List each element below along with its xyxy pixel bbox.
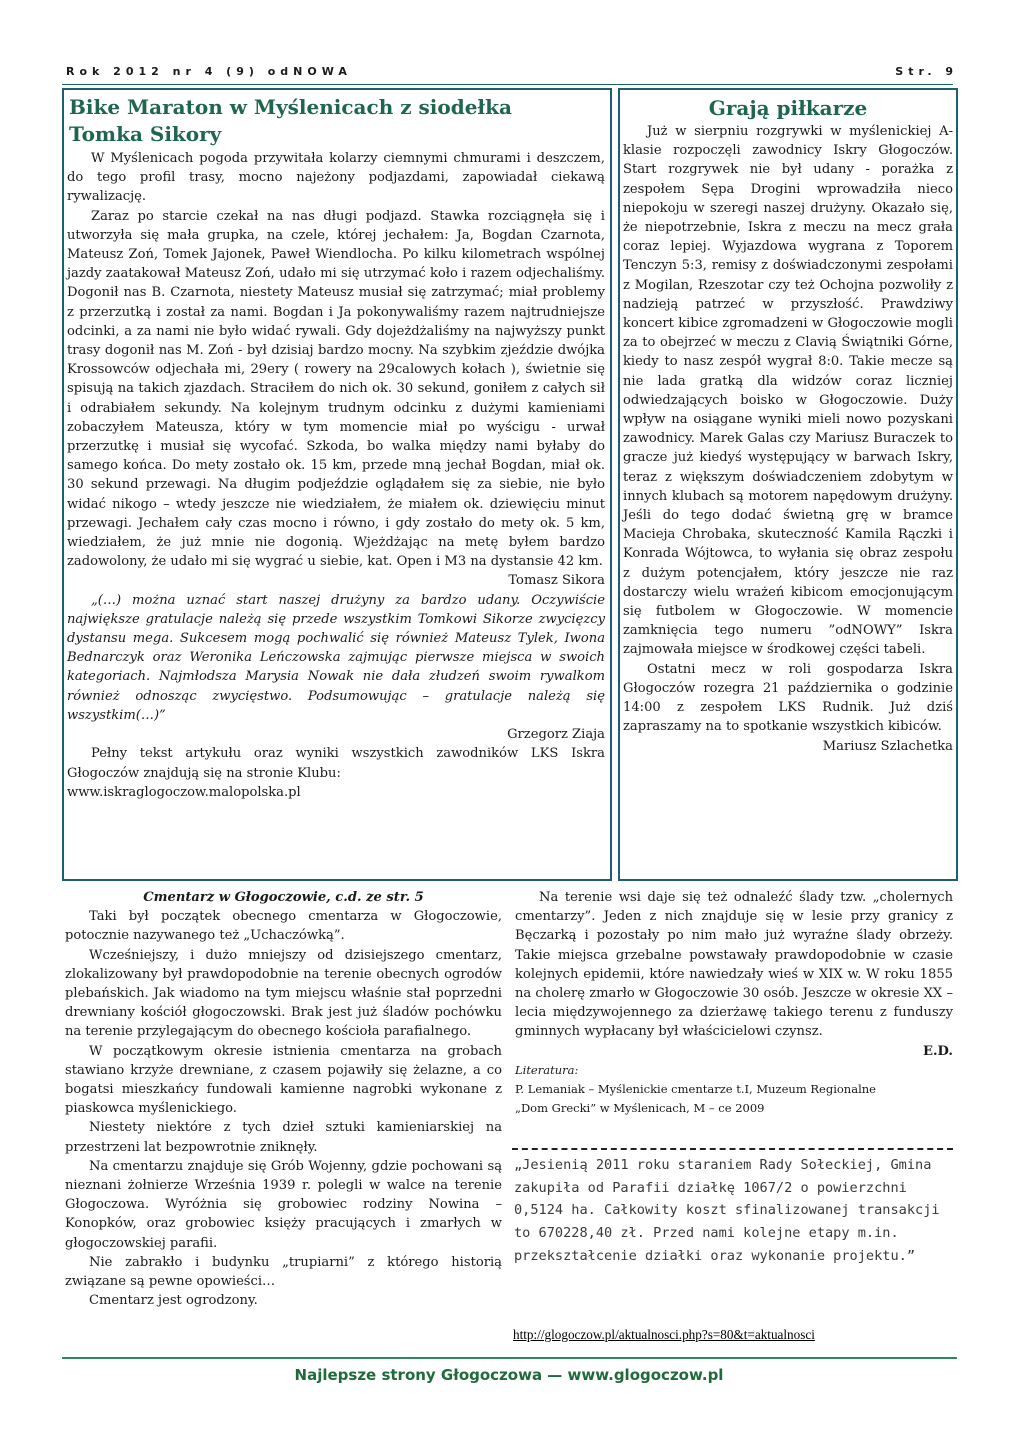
football-paragraph: Już w sierpniu rozgrywki w myślenickiej A-klasie rozpoczęli zawodnicy Iskry Głogoczów. Start rozgrywek nie był udany - porażka z zespołem Sępa Drogini wprowadziła nieco niepokoju w szeregi naszej drużyny. Okazało się, że niepotrzebnie, Iskra z meczu na mecz grała coraz lepiej. Wyjazdowa wygrana z Toporem Tenczyn 5:3, remisy z doświadczonymi zespołami z Mogilan, Rzeszotar czy też Ochojna pozwoliły z nadzieją patrzeć w przyszłość. Prawdziwy koncert kibice zgromadzeni w Głogoczowie mogli za to obejrzeć w meczu z Clavią Świątniki Górne, kiedy to nasz zespół wygrał 8:0. Takie mecze są nie lada gratką dla widzów coraz liczniej odwiedzających boisko w Głogoczowie. Duży wpływ na osiągane wyniki mieli nowo pozyskani zawodnicy. Marek Galas czy Mariusz Buraczek to gracze już kiedyś występujący w barwach Iskry, teraz z większym doświadczeniem zdobytym w innych klubach są motorem napędowym drużyny. Jeśli do tego dodać świetną grę w bramce Macieja Chrobaka, skuteczność Kamila Rączki i Konrada Wójtowca, to wyłania się obraz zespołu z dużym potencjałem, który jeszcze nie raz dostarczy wielu wrażeń kibicom emocjonującym się futbolem w Głogoczowie. W momencie zamknięcia tego numeru ”odNOWY” Iskra zajmowała miejsce w środkowej części tabeli. [623,124,953,658]
cemetery-signature: E.D. [923,1043,953,1059]
football-article-body [623,122,953,756]
cemetery-paragraph: Taki był początek obecnego cmentarza w Głogoczowie, potocznie nazywanego też „Uchaczówką”. [65,909,502,944]
bike-paragraph: Pełny tekst artykułu oraz wyniki wszystkich zawodników LKS Iskra Głogoczów znajdują się na stronie Klubu: [67,746,605,781]
bike-title-line1: Bike Maraton w Myślenicach z siodełka [69,95,512,119]
literature-label: Literatura: [515,1062,579,1077]
cemetery-paragraph: Niestety niektóre z tych dzieł sztuki kamieniarskiej na przestrzeni lat bezpowrotnie zniknęły. [65,1120,502,1155]
running-header-left: Rok 2012 nr 4 (9) odNOWA [66,65,352,78]
cemetery-heading: Cmentarz w Głogoczowie, c.d. ze str. 5 [143,890,424,905]
header-rule [62,84,953,85]
quote-author-signature: Grzegorz Ziaja [507,727,605,743]
football-author-signature: Mariusz Szlachetka [822,738,953,754]
bike-paragraph: Zaraz po starcie czekał na nas długi podjazd. Stawka rozciągnęła się i utworzyła się mała grupka, na czele, której jechałem: Ja, Bogdan Czarnota, Mateusz Zoń, Tomek Jajonek, Paweł Wiendlocha. Po kilku kilometrach wspólnej jazdy zaatakował Mateusz Zoń, udało mi się utrzymać koło i razem odjechaliśmy. Dogonił nas B. Czarnota, niestety Mateusz musiał się zatrzymać; miał problemy z przerzutką i został za nami. Bogdan i Ja pokonywaliśmy razem najtrudniejsze odcinki, a za nami nie było widać rywali. Gdy dojeżdżaliśmy na najwyższy punkt trasy dogonił nas M. Zoń - był dzisiaj bardzo mocny. Na szybkim zjeździe dwójka Krossowców odjechała mi, 29ery ( rowery na 29calowych kołach ), świetnie się spisują na takich zjazdach. Straciłem do nich ok. 30 sekund, goniłem z całych sił i odrabiałem sekundy. Na kolejnym trudnym odcinku z dużymi kamieniami zobaczyłem Mateusza, który w tym momencie miał po wyścigu - urwał przerzutkę i musiał się wycofać. Szkoda, bo walka między nami byłaby do samego końca. Do mety zostało ok. 15 km, przede mną jechał Bogdan, miał ok. 30 sekund przewagi. Na długim podjeździe oglądałem się za siebie, nie było widać nikogo – wtedy jeszcze nie wiedziałem, że miałem ok. dziewięciu minut przewagi. Jechałem cały czas mocno i równo, i gdy zostało do mety ok. 5 km, wiedziałem, że już mnie nie dogonią. Wjeżdżając na metę byłem bardzo zadowolony, że udało mi się wygrać u siebie, kat. Open i M3 na dystansie 42 km. [67,208,605,570]
literature-block [515,1061,953,1118]
bike-author-signature: Tomasz Sikora [508,573,605,589]
footer-tagline: Najlepsze strony Głogoczowa — www.glogoczow.pl [294,1366,724,1384]
cemetery-article-left [65,888,502,1310]
football-article-title: Grają piłkarze [708,96,868,120]
footer-rule [62,1357,957,1359]
cemetery-paragraph: Nie zabrakło i budynku „trupiarni” z którego historią związane są pewne opowieści… [65,1254,502,1290]
literature-entry: „Dom Grecki” w Myślenicach, M – ce 2009 [515,1100,765,1115]
cemetery-paragraph: Wcześniejszy, i dużo mniejszy od dzisiejszego cmentarz, zlokalizowany był prawdopodobnie na terenie obecnych ogrodów plebańskich. Jak wiadomo na tym miejscu właśnie stał poprzedni drewniany kościół głogoczowski. Brak jest już śladów pochówku na terenie przylegającym do obecnego kościoła parafialnego. [65,947,502,1040]
bike-article-body [67,149,605,802]
cemetery-paragraph: W początkowym okresie istnienia cmentarza na grobach stawiano krzyże drewniane, z czasem pojawiły się żelazne, a co bogatsi mieszkańcy fundowali kamienne nagrobki wykonane z piaskowca myślenickiego. [65,1043,502,1117]
bike-paragraph: W Myślenicach pogoda przywitała kolarzy ciemnymi chmurami i deszczem, do tego profil trasy, mocno najeżony podjazdami, zapowiadał ciekawą rywalizację. [67,151,605,205]
football-article-box [618,88,958,881]
notice-text: „Jesienią 2011 roku staraniem Rady Sołeckiej, Gmina zakupiła od Parafii działkę 1067/2 o powierzchni 0,5124 ha. Całkowity koszt sfinalizowanej transakcji to 670228,40 zł. Przed nami kolejne etapy m.in. przekształcenie działki oraz wykonanie projektu.” [514,1157,940,1264]
cemetery-paragraph: Cmentarz jest ogrodzony. [89,1293,258,1309]
news-link[interactable]: http://glogoczow.pl/aktualnosci.php?s=80&t=aktualnosci [513,1327,815,1342]
page-number: Str. 9 [895,65,958,78]
cemetery-article-right [515,888,953,1118]
bike-article-title [69,94,512,148]
literature-entry: P. Lemaniak – Myślenickie cmentarze t.I, Muzeum Regionalne [515,1081,876,1096]
dashed-separator [512,1148,953,1150]
bike-title-line2: Tomka Sikory [69,122,222,146]
bike-article-box [62,88,612,881]
cemetery-paragraph: Na cmentarzu znajduje się Grób Wojenny, gdzie pochowani są nieznani żołnierze Września 1939 r. polegli w walce na terenie Głogoczowa. Wyróżnia się grobowiec rodziny Nowina – Konopków, oraz grobowiec księży pracujących i zmarłych w głogoczowskiej parafii. [65,1158,502,1251]
cemetery-paragraph: Na terenie wsi daje się też odnaleźć ślady tzw. „cholernych cmentarzy”. Jeden z nich znajduje się w lesie przy granicy z Bęczarką i pozostały po nim mało już wyraźne ślady obrzeży. Takie miejsca grzebalne powstawały prawdopodobnie w czasie kolejnych epidemii, które nawiedzały wieś w XIX w. W roku 1855 na cholerę zmarło w Głogoczowie 30 osób. Jeszcze w okresie XX – lecia międzywojennego za dzierżawę takiego terenu z funduszy gminnych wypłacany był właścicielowi czynsz. [515,890,953,1040]
football-paragraph: Ostatni mecz w roli gospodarza Iskra Głogoczów rozegra 21 października o godzinie 14:00 z zespołem LKS Rudnik. Już dziś zapraszamy na to spotkanie wszystkich kibiców. [623,661,953,735]
bike-quote: „(…) można uznać start naszej drużyny za bardzo udany. Oczywiście największe gratulacje należą się przede wszystkim Tomkowi Sikorze zwycięzcy dystansu mega. Sukcesem mogą pochwalić się również Mateusz Tylek, Iwona Bednarczyk oraz Weronika Leńczowska zajmując pierwsze miejsca w swoich kategoriach. Najmłodsza Marysia Nowak nie dała złudzeń swoim rywalkom również odnosząc zwycięstwo. Podsumowując – gratulacje należą się wszystkim(…)” [67,592,605,723]
club-url: www.iskraglogoczow.malopolska.pl [67,784,301,800]
